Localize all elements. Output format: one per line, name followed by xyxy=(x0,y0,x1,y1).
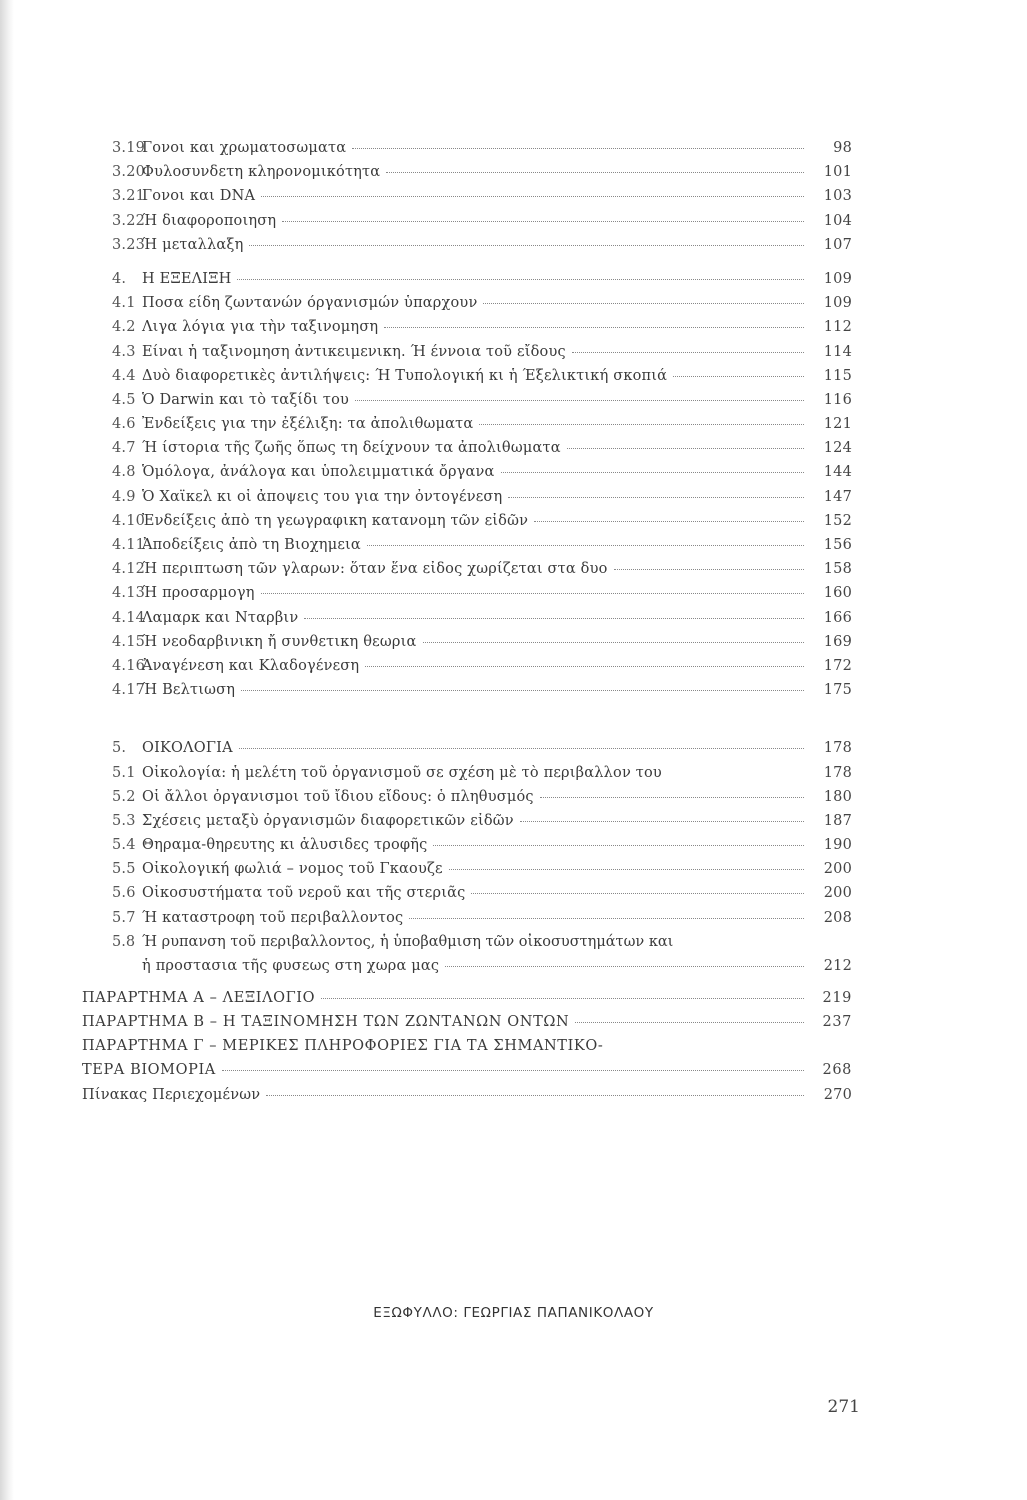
dot-leader xyxy=(449,869,804,870)
appendix-page: 237 xyxy=(822,1014,852,1031)
entry-page: 208 xyxy=(823,909,852,926)
entry-number: 3.22 xyxy=(112,212,146,229)
entry-title: Ή προσαρμογη xyxy=(142,585,255,602)
entry-number: 5.2 xyxy=(112,788,136,805)
entry-page: 124 xyxy=(823,440,852,457)
entry-page: 103 xyxy=(823,188,852,205)
entry-number: 5.4 xyxy=(112,837,136,854)
table-of-contents xyxy=(82,140,852,1111)
entry-page: 158 xyxy=(823,561,852,578)
dot-leader xyxy=(367,545,804,546)
toc-section-4 xyxy=(112,295,852,706)
entry-title: Είναι ἡ ταξινομηση ἀντικειμενικη. Ή έννοια τοῦ εἴδους xyxy=(142,343,566,360)
appendix-title: ΠΑΡΑΡΤΗΜΑ Β – Η ΤΑΞΙΝΟΜΗΣΗ ΤΩΝ ΖΩΝΤΑΝΩΝ ΟΝΤΩΝ xyxy=(82,1014,570,1031)
dot-leader xyxy=(445,966,804,967)
toc-entry-4-12 xyxy=(112,561,852,585)
toc-entry-4-9 xyxy=(112,489,852,513)
toc-entry-5-8-line-2 xyxy=(112,958,852,982)
entry-number: 4.3 xyxy=(112,343,136,360)
entry-page: 98 xyxy=(833,140,852,156)
page-number: 271 xyxy=(827,1397,860,1417)
entry-page: 147 xyxy=(823,488,852,505)
entry-number: 3.19 xyxy=(112,140,146,156)
toc-entry-5-6 xyxy=(112,885,852,909)
entry-number: 4.12 xyxy=(112,561,146,578)
dot-leader xyxy=(249,245,804,246)
entry-title: Λαμαρκ και Νταρβιν xyxy=(142,609,299,626)
dot-leader xyxy=(668,773,804,774)
entry-number: 4.2 xyxy=(112,319,136,336)
toc-entry-4-8 xyxy=(112,464,852,488)
toc-section-5 xyxy=(112,765,852,983)
entry-page: 101 xyxy=(823,164,852,181)
dot-leader xyxy=(471,893,804,894)
toc-section-3 xyxy=(112,140,852,261)
appendix-title: ΠΑΡΑΡΤΗΜΑ Α – ΛΕΞΙΛΟΓΙΟ xyxy=(82,990,316,1006)
toc-entry-4-17 xyxy=(112,682,852,706)
toc-entry-4-5 xyxy=(112,392,852,416)
chapter-number: 4. xyxy=(112,270,127,287)
entry-title: Οἰκολογία: ἡ μελέτη τοῦ ὀργανισμοῦ σε σχέση μὲ τὸ περιβαλλον του xyxy=(142,764,662,781)
entry-number: 4.4 xyxy=(112,367,136,384)
entry-page: 180 xyxy=(823,788,852,805)
entry-title: Γονοι και DNA xyxy=(142,188,256,205)
entry-page: 156 xyxy=(823,537,852,553)
toc-entry-5-8-line-1 xyxy=(112,934,852,958)
toc-entry-4-15 xyxy=(112,634,852,658)
toc-entry-4-6 xyxy=(112,416,852,440)
entry-page: 112 xyxy=(823,319,852,336)
dot-leader xyxy=(423,642,804,643)
toc-entry-3-19 xyxy=(112,140,852,164)
chapter-title: Η ΕΞΕΛΙΞΗ xyxy=(142,270,232,287)
entry-title: Γονοι και χρωματοσωματα xyxy=(142,140,347,156)
entry-title: Ή διαφοροποιηση xyxy=(142,212,277,229)
entry-title: Φυλοσυνδετη κληρονομικότητα xyxy=(142,164,381,181)
entry-page: 114 xyxy=(823,343,852,360)
toc-appendix-a xyxy=(82,990,852,1014)
entry-number: 5.6 xyxy=(112,885,136,902)
entry-number: 4.16 xyxy=(112,657,146,674)
entry-number: 4.15 xyxy=(112,633,146,650)
dot-leader xyxy=(567,448,804,449)
entry-title: Ποσα είδη ζωντανών όργανισμών ὑπαρχουν xyxy=(142,295,478,312)
dot-leader xyxy=(352,148,804,149)
entry-number: 5.7 xyxy=(112,909,136,926)
entry-title: Ἀποδείξεις ἀπὸ τη Βιοχημεια xyxy=(142,537,361,553)
entry-title: Δυὸ διαφορετικὲς ἀντιλήψεις: Ή Τυπολογική κι ἡ Έξελικτική σκοπιά xyxy=(142,367,668,384)
toc-entry-3-20 xyxy=(112,164,852,188)
toc-entry-4-10 xyxy=(112,513,852,537)
entry-page: 104 xyxy=(823,212,852,229)
toc-entry-4-3 xyxy=(112,344,852,368)
dot-leader xyxy=(261,593,804,594)
dot-leader xyxy=(365,666,804,667)
dot-leader xyxy=(673,376,804,377)
toc-entry-5-3 xyxy=(112,813,852,837)
entry-page: 178 xyxy=(823,764,852,781)
dot-leader xyxy=(321,998,804,999)
entry-number: 3.21 xyxy=(112,188,146,205)
entry-title: Ή ίστορια τῆς ζωῆς ὅπως τη δείχνουν τα ἀπολιθωματα xyxy=(142,440,561,457)
toc-entry-5-2 xyxy=(112,789,852,813)
appendix-title-continued: ΤΕΡΑ ΒΙΟΜΟΡΙΑ xyxy=(82,1062,216,1079)
dot-leader xyxy=(384,327,804,328)
dot-leader xyxy=(614,569,804,570)
dot-leader xyxy=(241,690,804,691)
entry-title: Ἐνδείξεις ἀπὸ τη γεωγραφικη κατανομη τῶν εἰδῶν xyxy=(142,512,529,529)
toc-entry-4-2 xyxy=(112,319,852,343)
entry-number: 4.14 xyxy=(112,609,146,626)
toc-entry-4-16 xyxy=(112,658,852,682)
dot-leader xyxy=(501,472,804,473)
toc-entry-5-1 xyxy=(112,765,852,789)
toc-entry-5-7 xyxy=(112,910,852,934)
dot-leader xyxy=(534,521,804,522)
toc-appendices xyxy=(82,990,852,1111)
dot-leader xyxy=(520,821,804,822)
entry-number: 4.9 xyxy=(112,488,136,505)
dot-leader xyxy=(483,303,804,304)
dot-leader xyxy=(540,797,804,798)
dot-leader xyxy=(282,221,804,222)
entry-title: Λιγα λόγια για τὴν ταξινομηση xyxy=(142,319,379,336)
entry-title: Ή Βελτιωση xyxy=(142,682,236,699)
toc-contents-index xyxy=(82,1087,852,1111)
entry-page: 166 xyxy=(823,609,852,626)
entry-title: Ή καταστροφη τοῦ περιβαλλοντος xyxy=(142,909,404,926)
entry-number: 4.6 xyxy=(112,416,136,433)
entry-number: 5.5 xyxy=(112,861,136,878)
dot-leader xyxy=(433,845,804,846)
page-edge-shadow xyxy=(0,0,14,1500)
dot-leader xyxy=(237,279,804,280)
entry-page: 115 xyxy=(823,367,852,384)
chapter-number: 5. xyxy=(112,740,127,757)
toc-entry-4-11 xyxy=(112,537,852,561)
toc-entry-4-13 xyxy=(112,585,852,609)
dot-leader xyxy=(479,424,804,425)
entry-page: 160 xyxy=(823,585,852,602)
dot-leader xyxy=(409,918,804,919)
cover-credit: ΕΞΩΦΥΛΛΟ: ΓΕΩΡΓΙΑΣ ΠΑΠΑΝΙΚΟΛΑΟΥ xyxy=(373,1305,654,1321)
toc-entry-4-4 xyxy=(112,368,852,392)
toc-entry-4-7 xyxy=(112,440,852,464)
dot-leader xyxy=(355,400,804,401)
entry-number: 5.3 xyxy=(112,812,136,829)
entry-number: 4.17 xyxy=(112,682,146,699)
dot-leader xyxy=(239,748,804,749)
appendix-title: ΠΑΡΑΡΤΗΜΑ Γ – ΜΕΡΙΚΕΣ ΠΛΗΡΟΦΟΡΙΕΣ ΓΙΑ ΤΑ ΣΗΜΑΝΤΙΚΟ- xyxy=(82,1038,604,1055)
entry-number: 4.5 xyxy=(112,391,136,408)
entry-page: 152 xyxy=(823,512,852,529)
dot-leader xyxy=(575,1022,804,1023)
entry-page: 109 xyxy=(823,295,852,312)
entry-title: Ή νεοδαρβινικη ἤ συνθετικη θεωρια xyxy=(142,633,417,650)
entry-title: Ή μεταλλαξη xyxy=(142,236,244,253)
entry-title: Ὁ Darwin και τὸ ταξίδι του xyxy=(142,391,350,408)
toc-entry-3-21 xyxy=(112,188,852,212)
entry-number: 5.1 xyxy=(112,764,136,781)
entry-title: Θηραμα-θηρευτης κι ἁλυσιδες τροφῆς xyxy=(142,837,428,854)
entry-number: 4.8 xyxy=(112,464,136,481)
entry-number: 4.1 xyxy=(112,295,136,312)
entry-title: Οἰκολογική φωλιά – νομος τοῦ Γκαουζε xyxy=(142,861,443,878)
entry-page: 175 xyxy=(823,682,852,699)
dot-leader xyxy=(386,172,804,173)
entry-title: Οἱ ἄλλοι ὀργανισμοι τοῦ ἴδιου εἴδους: ὁ πληθυσμός xyxy=(142,788,534,805)
entry-title: Ὁμόλογα, ἀνάλογα και ὑπολειμματικά ὄργανα xyxy=(142,464,495,481)
entry-number: 3.23 xyxy=(112,236,146,253)
toc-chapter-5 xyxy=(112,740,852,764)
entry-page: 172 xyxy=(823,657,852,674)
appendix-page: 219 xyxy=(822,990,852,1006)
appendix-page: 268 xyxy=(822,1062,852,1079)
entry-title: Οἰκοσυστήματα τοῦ νεροῦ και τῆς στεριᾶς xyxy=(142,885,466,902)
toc-entry-4-1 xyxy=(112,295,852,319)
entry-page: 116 xyxy=(823,391,852,408)
entry-number: 3.20 xyxy=(112,164,146,181)
chapter-page: 109 xyxy=(823,270,852,287)
dot-leader xyxy=(222,1070,804,1071)
contents-index-title: Πίνακας Περιεχομένων xyxy=(82,1086,261,1103)
dot-leader xyxy=(304,618,804,619)
entry-number: 4.7 xyxy=(112,440,136,457)
entry-page: 190 xyxy=(823,837,852,854)
contents-index-page: 270 xyxy=(823,1086,852,1103)
dot-leader xyxy=(261,196,804,197)
entry-page: 212 xyxy=(823,957,852,974)
entry-title: Ή ρυπανση τοῦ περιβαλλοντος, ἡ ὑποβαθμιση τῶν οἰκοσυστημάτων και xyxy=(142,933,674,950)
entry-title: Ή περιπτωση τῶν γλαρων: ὅταν ἕνα εἶδος χωρίζεται στα δυο xyxy=(142,561,608,578)
entry-page: 107 xyxy=(823,236,852,253)
dot-leader xyxy=(572,352,804,353)
toc-entry-5-5 xyxy=(112,861,852,885)
entry-page: 121 xyxy=(823,416,852,433)
toc-entry-5-4 xyxy=(112,837,852,861)
entry-title: Σχέσεις μεταξὺ ὀργανισμῶν διαφορετικῶν εἰδῶν xyxy=(142,812,514,829)
chapter-title: ΟΙΚΟΛΟΓΙΑ xyxy=(142,740,233,757)
toc-entry-3-22 xyxy=(112,213,852,237)
entry-number: 4.10 xyxy=(112,512,146,529)
toc-appendix-b xyxy=(82,1014,852,1038)
entry-number: 4.13 xyxy=(112,585,146,602)
entry-page: 187 xyxy=(823,812,852,829)
entry-title: Ἐνδείξεις για την ἐξέλιξη: τα ἀπολιθωματα xyxy=(142,416,474,433)
entry-number: 5.8 xyxy=(112,933,136,950)
toc-chapter-4 xyxy=(112,271,852,295)
chapter-page: 178 xyxy=(823,740,852,757)
entry-title: Ἀναγένεση και Κλαδογένεση xyxy=(142,657,360,674)
entry-page: 200 xyxy=(823,885,852,902)
toc-entry-4-14 xyxy=(112,610,852,634)
dot-leader xyxy=(266,1095,804,1096)
toc-appendix-c-line-1 xyxy=(82,1038,852,1062)
entry-page: 169 xyxy=(823,633,852,650)
entry-number: 4.11 xyxy=(112,537,146,553)
entry-title: Ὁ Χαΐκελ κι οἱ ἀποψεις του για την ὀντογένεση xyxy=(142,488,503,505)
dot-leader xyxy=(508,497,804,498)
entry-page: 144 xyxy=(823,464,852,481)
entry-title-continued: ἡ προστασια τῆς φυσεως στη χωρα μας xyxy=(142,957,440,974)
toc-entry-3-23 xyxy=(112,237,852,261)
toc-appendix-c-line-2 xyxy=(82,1062,852,1086)
entry-page: 200 xyxy=(823,861,852,878)
